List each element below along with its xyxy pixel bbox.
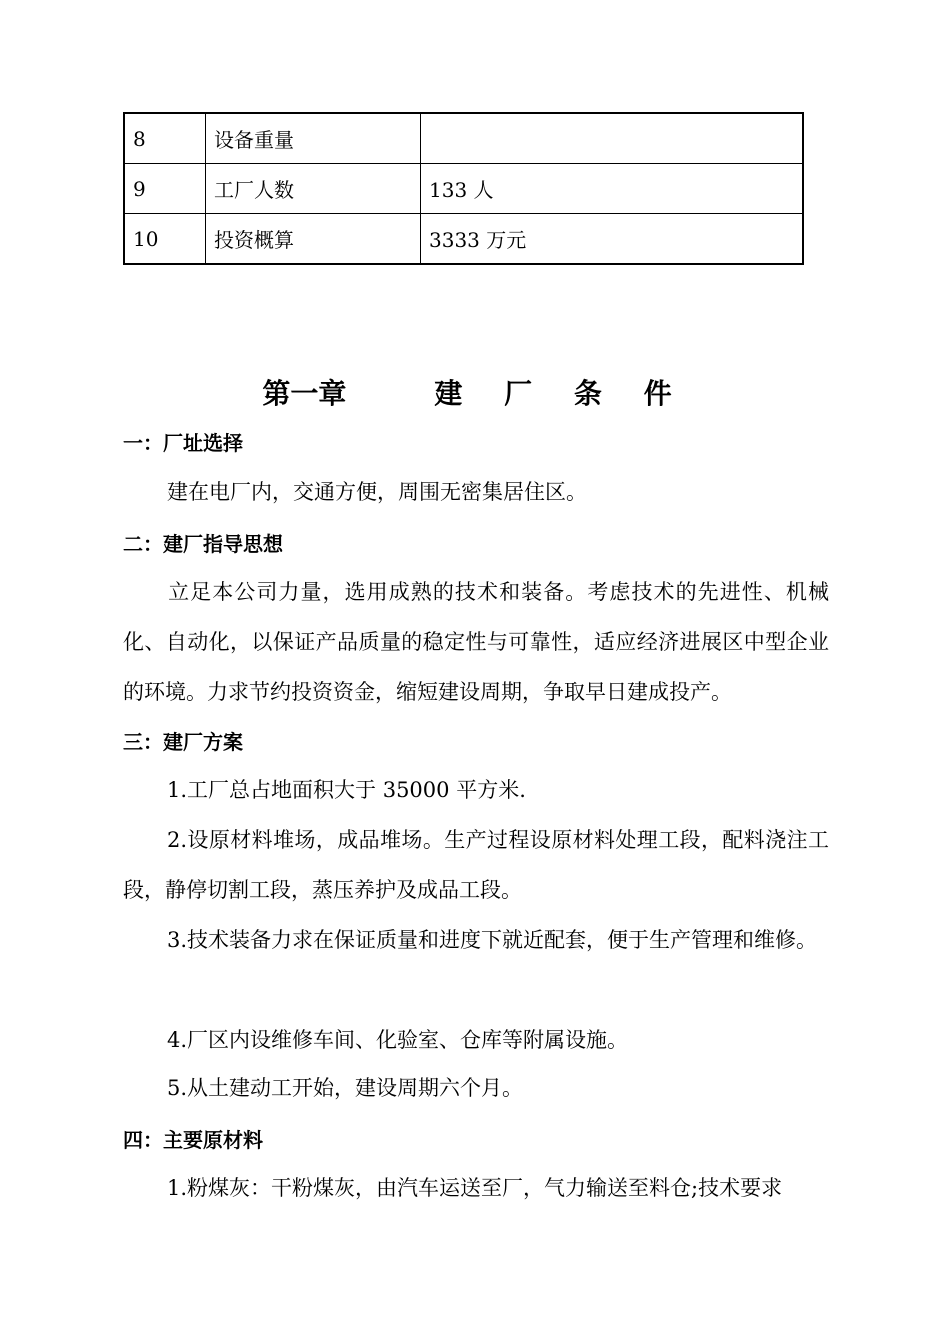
row-value (421, 113, 804, 164)
table-row (124, 164, 803, 214)
section-heading: 二：建厂指导思想 (123, 532, 283, 556)
row-item: 设备重量 (206, 113, 421, 164)
list-item: 5.从土建动工开始，建设周期六个月。 (167, 1076, 524, 1100)
row-item: 投资概算 (206, 214, 421, 265)
table-row (124, 214, 803, 265)
row-number: 9 (124, 164, 206, 214)
row-value: 3333 万元 (421, 214, 804, 265)
table-row (124, 113, 803, 164)
chapter-title: 建 厂 条 件 (434, 377, 688, 410)
section-heading: 一：厂址选择 (123, 431, 243, 455)
list-item: 1.粉煤灰：干粉煤灰，由汽车运送至厂，气力输送至料仓;技术要求 (167, 1176, 783, 1200)
chapter-number: 第一章 (262, 377, 347, 410)
row-item: 工厂人数 (206, 164, 421, 214)
list-item: 1.工厂总占地面积大于 35000 平方米. (167, 778, 526, 802)
list-item: 2.设原材料堆场，成品堆场。生产过程设原材料处理工段，配料浇注工段，静停切割工段，蒸压养护及成品工段。 (123, 828, 829, 902)
section-heading: 四：主要原材料 (123, 1128, 263, 1152)
paragraph: 立足本公司力量，选用成熟的技术和装备。考虑技术的先进性、机械化、自动化，以保证产品质量的稳定性与可靠性，适应经济进展区中型企业的环境。力求节约投资资金，缩短建设周期，争取早日建成投产。 (123, 580, 829, 704)
row-value: 133 人 (421, 164, 804, 214)
paragraph: 建在电厂内，交通方便，周围无密集居住区。 (167, 480, 587, 504)
list-item: 3.技术装备力求在保证质量和进度下就近配套，便于生产管理和维修。 (167, 928, 818, 952)
list-item: 4.厂区内设维修车间、化验室、仓库等附属设施。 (167, 1028, 629, 1052)
spec-table (123, 112, 804, 265)
row-number: 8 (124, 113, 206, 164)
chapter-heading (0, 372, 950, 412)
section-heading: 三：建厂方案 (123, 730, 243, 754)
row-number: 10 (124, 214, 206, 265)
